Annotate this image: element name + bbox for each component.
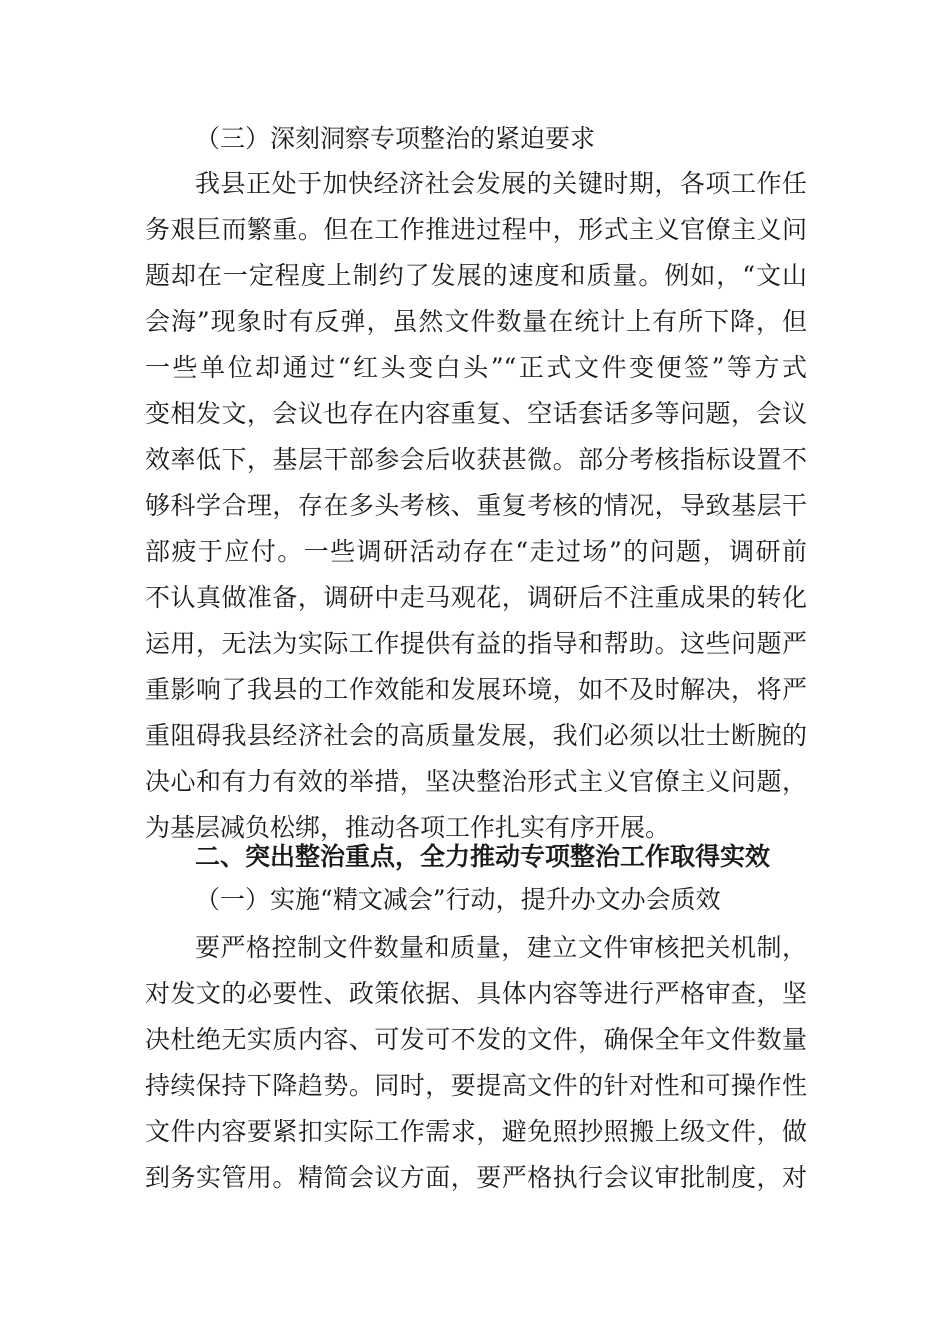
paragraph-line: 对发文的必要性、政策依据、具体内容等进行严格审查，坚 [145,979,807,1008]
paragraph-line: 重影响了我县的工作效能和发展环境，如不及时解决，将严 [145,675,807,704]
paragraph-line: 要严格控制文件数量和质量，建立文件审核把关机制， [195,933,807,962]
paragraph-line: 重阻碍我县经济社会的高质量发展，我们必须以壮士断腕的 [145,721,807,750]
paragraph-line: 变相发文，会议也存在内容重复、空话套话多等问题，会议 [145,399,807,428]
paragraph-line: 一些单位却通过“红头变白头”“正式文件变便签”等方式 [145,353,807,382]
paragraph-line: 持续保持下降趋势。同时，要提高文件的针对性和可操作性 [145,1071,807,1100]
paragraph-line: 运用，无法为实际工作提供有益的指导和帮助。这些问题严 [145,629,807,658]
paragraph-line: 我县正处于加快经济社会发展的关键时期，各项工作任 [195,169,807,198]
paragraph-line: 会海”现象时有反弹，虽然文件数量在统计上有所下降，但 [145,307,807,336]
paragraph-line: 文件内容要紧扣实际工作需求，避免照抄照搬上级文件，做 [145,1117,807,1146]
paragraph-line: 务艰巨而繁重。但在工作推进过程中，形式主义官僚主义问 [145,215,807,244]
section-heading-three: （三）深刻洞察专项整治的紧迫要求 [195,124,596,153]
paragraph-line: 够科学合理，存在多头考核、重复考核的情况，导致基层干 [145,491,807,520]
paragraph-line: 决杜绝无实质内容、可发可不发的文件，确保全年文件数量 [145,1025,807,1054]
paragraph-line: 到务实管用。精简会议方面，要严格执行会议审批制度，对 [145,1163,807,1192]
subsection-heading-one: （一）实施“精文减会”行动，提升办文办会质效 [195,885,721,914]
paragraph-line: 决心和有力有效的举措，坚决整治形式主义官僚主义问题， [145,767,807,796]
paragraph-line: 题却在一定程度上制约了发展的速度和质量。例如，“文山 [145,261,807,290]
paragraph-line: 效率低下，基层干部参会后收获甚微。部分考核指标设置不 [145,445,807,474]
paragraph-line: 部疲于应付。一些调研活动存在“走过场”的问题，调研前 [145,537,807,566]
paragraph-line: 为基层减负松绑，推动各项工作扎实有序开展。 [145,813,671,842]
part-two-heading: 二、突出整治重点，全力推动专项整治工作取得实效 [195,842,771,871]
paragraph-line: 不认真做准备，调研中走马观花，调研后不注重成果的转化 [145,583,807,612]
